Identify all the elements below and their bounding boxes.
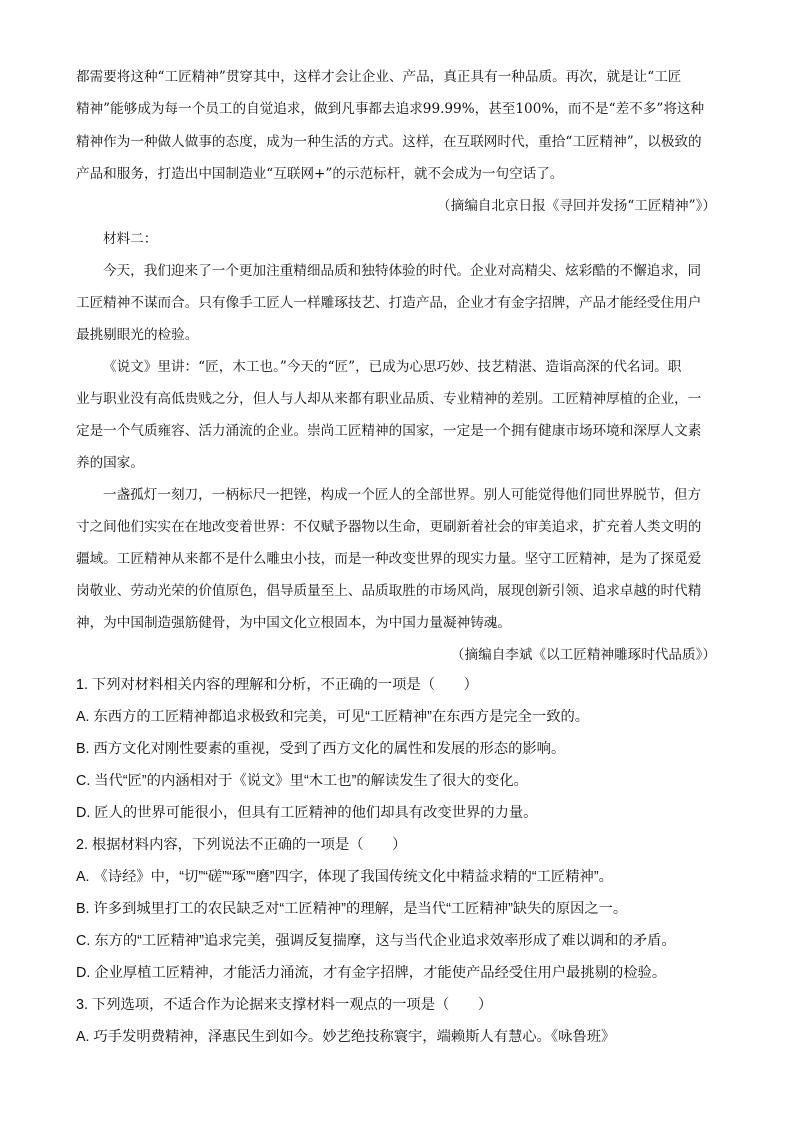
passage-line: 神，为中国制造强筋健骨，为中国文化立根固本，为中国力量凝神铸魂。 [76,615,511,631]
passage-line: 精神作为一种做人做事的态度，成为一种生活的方式。这样，在互联网时代，重拾“工匠精神”，以极致的 [76,134,702,150]
question-option: A. 巧手发明费精神，泽惠民生到如今。妙艺绝技称寰宇，端赖斯人有慧心。《咏鲁班》 [76,1029,616,1045]
passage-line: 定是一个气质雍容、活力涌流的企业。崇尚工匠精神的国家，一定是一个拥有健康市场环境和深厚人文素 [76,423,702,439]
source-citation: （摘编自北京日报《寻回并发扬“工匠精神”》） [437,198,716,214]
question-option: B. 西方文化对刚性要素的重视，受到了西方文化的属性和发展的形态的影响。 [76,741,566,757]
passage-line: 业与职业没有高低贵贱之分，但人与人却从来都有职业品质、专业精神的差别。工匠精神厚植的企业，一 [76,391,702,407]
passage-line: 一盏孤灯一刻刀，一柄标尺一把锉，构成一个匠人的全部世界。别人可能觉得他们同世界脱节，但方 [103,487,702,503]
question-option: B. 许多到城里打工的农民缺乏对“工匠精神”的理解，是当代“工匠精神”缺失的原因之一。 [76,901,628,917]
passage-line: 岗敬业、劳动光荣的价值原色，倡导质量至上、品质取胜的市场风尚，展现创新引领、追求卓越的时代精 [76,583,702,599]
passage-line: 工匠精神不谋而合。只有像手工匠人一样雕琢技艺、打造产品，企业才有金字招牌，产品才能经受住用户 [76,295,702,311]
question-option: A. 东西方的工匠精神都追求极致和完美，可见“工匠精神”在东西方是完全一致的。 [76,709,590,725]
passage-line: 最挑剔眼光的检验。 [76,327,199,343]
question-option: C. 当代“匠”的内涵相对于《说文》里“木工也”的解读发生了很大的变化。 [76,773,528,789]
passage-line: 《说文》里讲：“匠，木工也。”今天的“匠”，已成为心思巧妙、技艺精湛、造诣高深的代名词。职 [103,359,682,375]
passage-line: 养的国家。 [76,455,144,471]
question-option: D. 匠人的世界可能很小，但具有工匠精神的他们却具有改变世界的力量。 [76,805,538,821]
passage-line: 都需要将这种“工匠精神”贯穿其中，这样才会让企业、产品，真正具有一种品质。再次，就是让“工匠 [76,69,682,85]
question-stem: 3. 下列选项，不适合作为论据来支撑材料一观点的一项是（ ） [76,997,493,1013]
passage-line: 产品和服务，打造出中国制造业“互联网+”的示范标杆，就不会成为一句空话了。 [76,166,564,182]
question-option: A. 《诗经》中，“切”“磋”“琢”“磨”四字，体现了我国传统文化中精益求精的“工匠精神”。 [76,869,613,885]
question-stem: 2. 根据材料内容，下列说法不正确的一项是（ ） [76,837,407,853]
passage-line: 今天，我们迎来了一个更加注重精细品质和独特体验的时代。企业对高精尖、炫彩酷的不懈追求，同 [103,263,702,279]
source-citation: （摘编自李斌《以工匠精神雕琢时代品质》） [450,647,716,663]
passage-line: 精神”能够成为每一个员工的自觉追求，做到凡事都去追求99.99%，甚至100%，而不是“差不多”将这种 [76,101,705,117]
passage-line: 寸之间他们实实在在地改变着世界：不仅赋予器物以生命，更刷新着社会的审美追求，扩充着人类文明的 [76,519,702,535]
question-option: C. 东方的“工匠精神”追求完美，强调反复揣摩，这与当代企业追求效率形成了难以调和的矛盾。 [76,933,676,949]
material-label: 材料二： [103,231,158,247]
question-option: D. 企业厚植工匠精神，才能活力涌流，才有金字招牌，才能使产品经受住用户最挑剔的检验。 [76,965,667,981]
passage-line: 疆域。工匠精神从来都不是什么雕虫小技，而是一种改变世界的现实力量。坚守工匠精神，是为了探觅爱 [76,551,702,567]
question-stem: 1. 下列对材料相关内容的理解和分析，不正确的一项是（ ） [76,677,478,693]
